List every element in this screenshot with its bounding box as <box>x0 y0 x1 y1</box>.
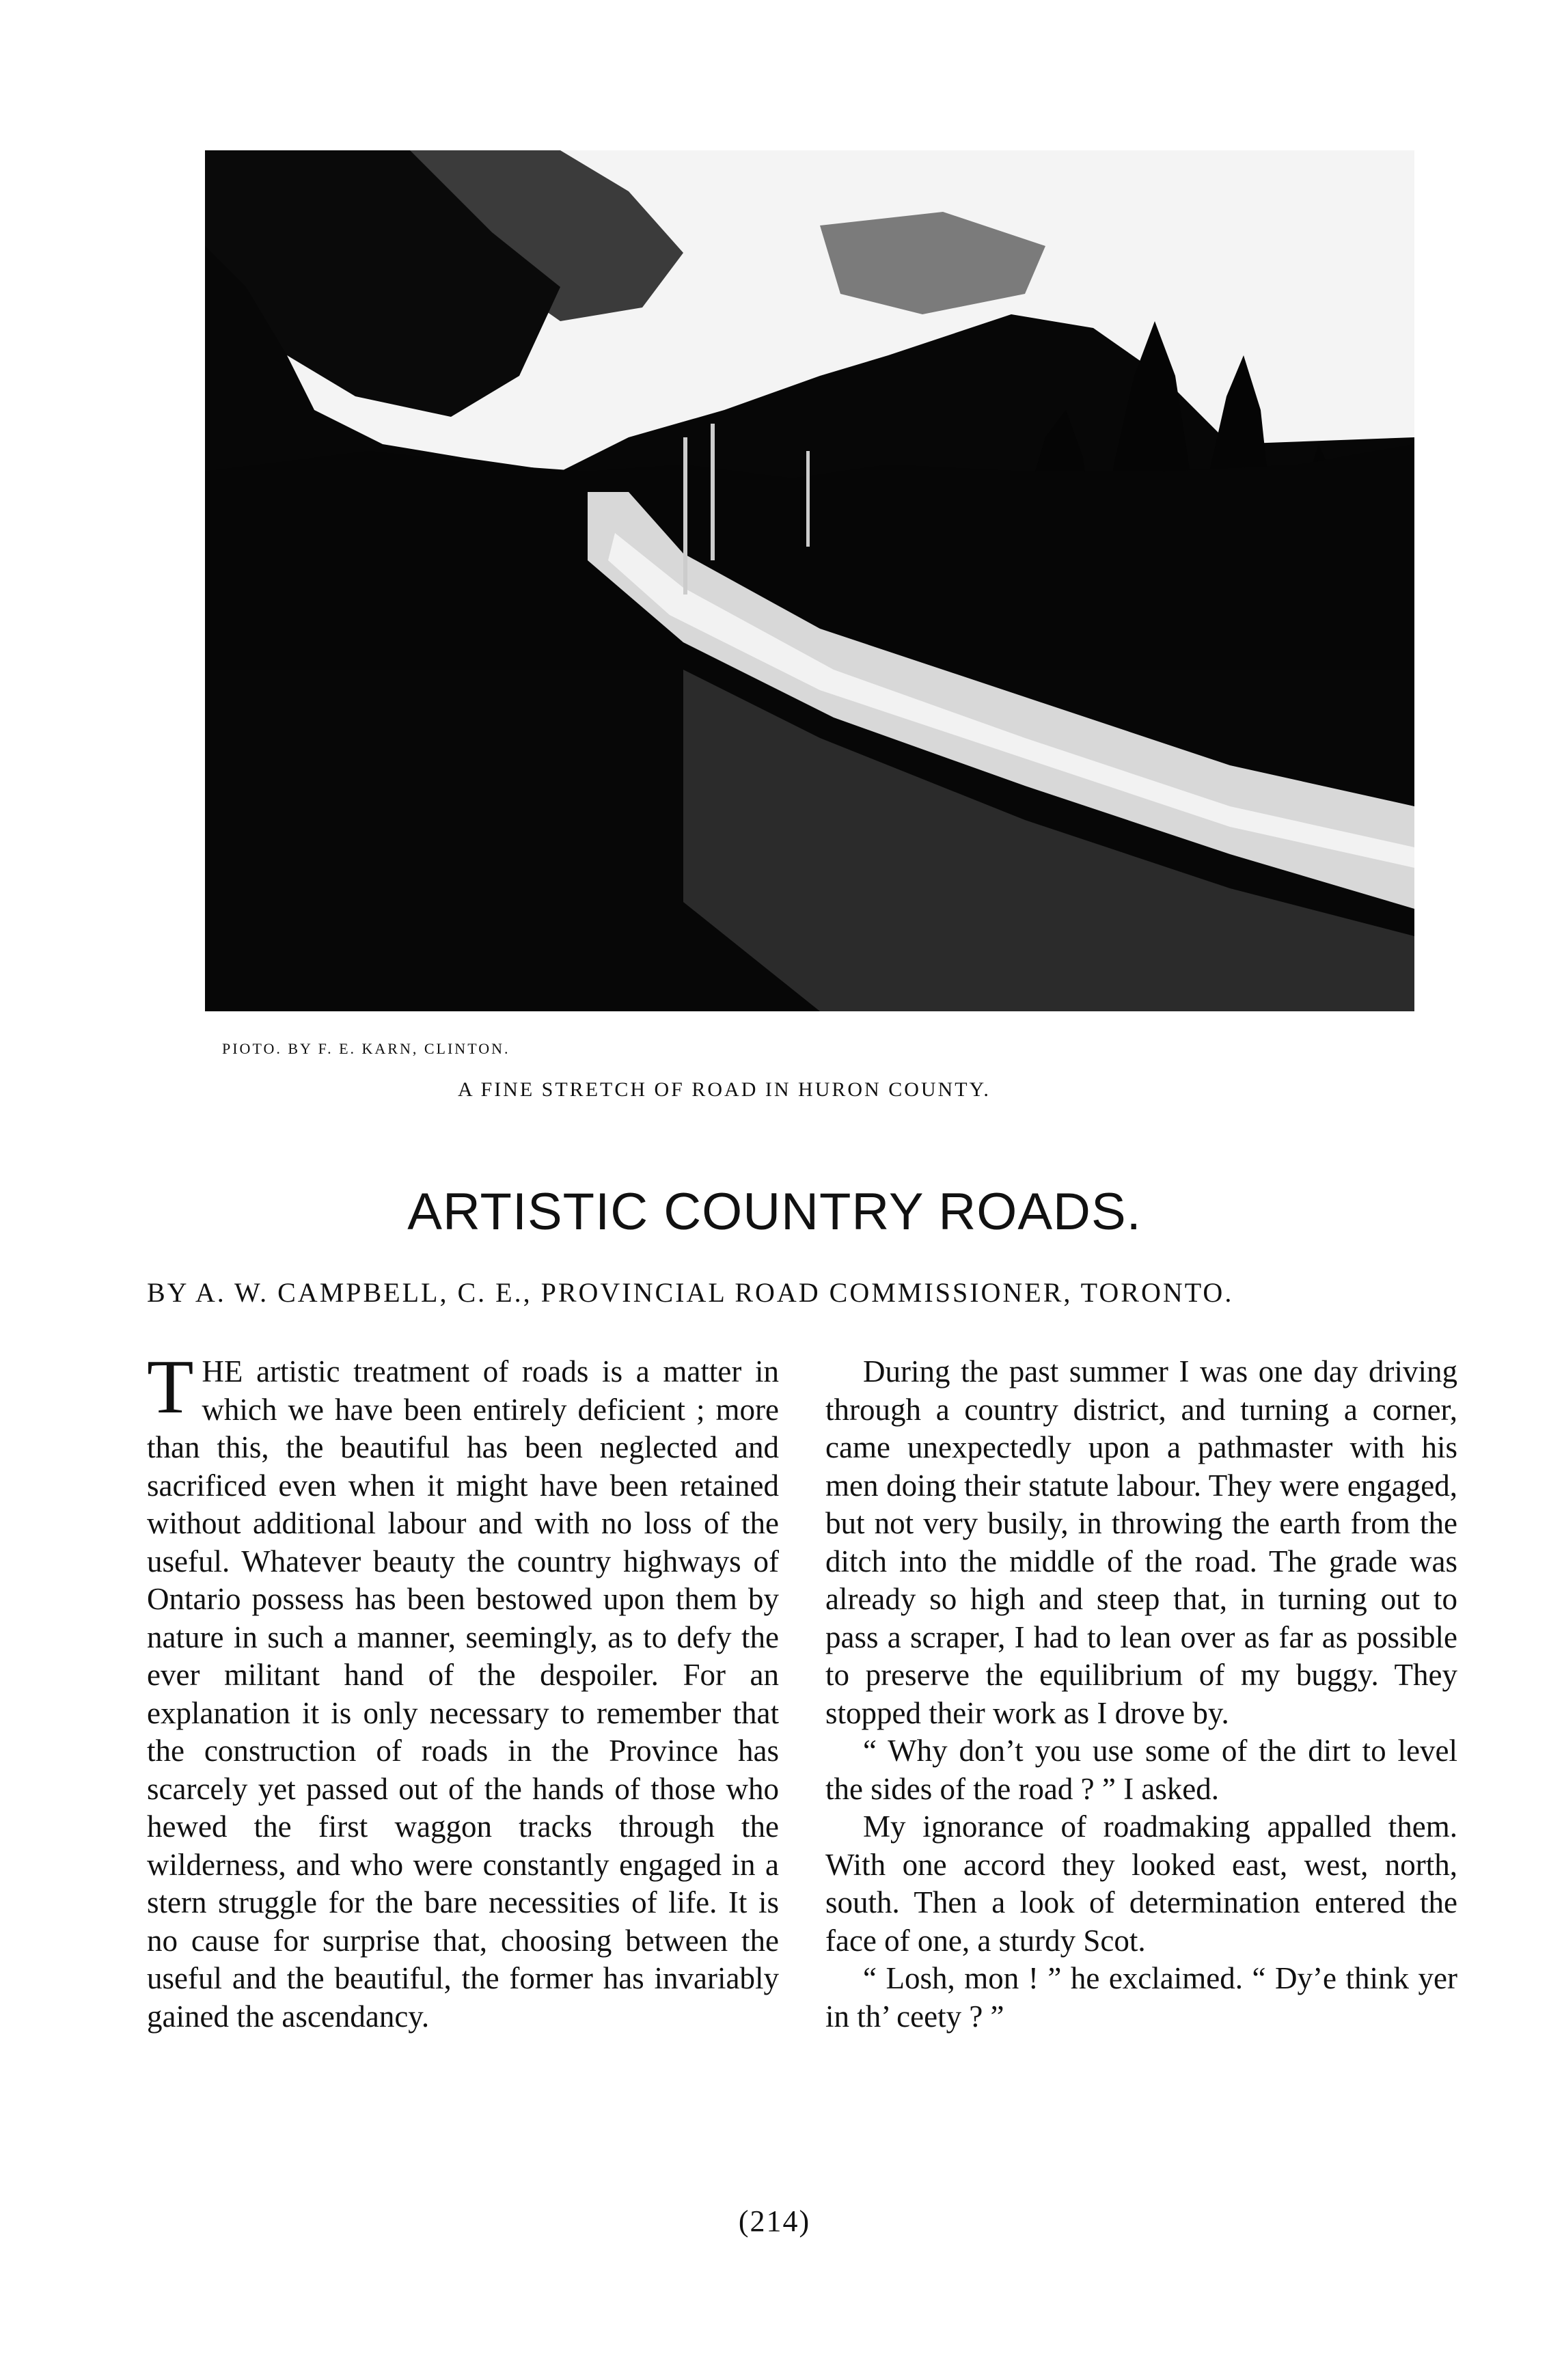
right-column <box>825 1353 1457 2036</box>
article-title: ARTISTIC COUNTRY ROADS. <box>407 1183 1142 1241</box>
paragraph: My ignorance of roadmaking appalled them. With one accord they looked east, west, north, south. Then a look of determination entered the face of one, a sturdy Scot. <box>825 1809 1457 1958</box>
photo-credit: PIOTO. BY F. E. KARN, CLINTON. <box>222 1040 510 1057</box>
paragraph: “ Losh, mon ! ” he exclaimed. “ Dy’e think yer in th’ ceety ? ” <box>825 1961 1457 2034</box>
paragraph: HE artistic treatment of roads is a matter in which we have been entirely deficient ; more than this, the beautiful has been neglected and sacrificed even when it might have been retained without additional labour and with no loss of the useful. Whatever beauty the country highways of Ontario possess has been bestowed upon them by nature in such a manner, seemingly, as to defy the ever militant hand of the despoiler. For an explanation it is only necessary to remember that the construction of roads in the Province has scarcely yet passed out of the hands of those who hewed the first waggon tracks through the wilderness, and who were constantly engaged in a stern struggle for the bare necessities of life. It is no cause for surprise that, choosing between the useful and the beautiful, the former has invariably gained the ascendancy. <box>147 1354 779 2034</box>
article-byline: BY A. W. CAMPBELL, C. E., PROVINCIAL ROAD COMMISSIONER, TORONTO. <box>147 1277 1234 1308</box>
paragraph: “ Why don’t you use some of the dirt to level the sides of the road ? ” I asked. <box>825 1734 1457 1806</box>
page-number: (214) <box>738 2204 811 2238</box>
paragraph: During the past summer I was one day driving through a country district, and turning a corner, came unexpectedly upon a pathmaster with his men doing their statute labour. They were engaged, but not very busily, in throwing the earth from the ditch into the middle of the road. The grade was already so high and steep that, in turning out to pass a scraper, I had to lean over as far as possible to preserve the equilibrium of my buggy. They stopped their work as I drove by. <box>825 1354 1457 1730</box>
photo-caption: A FINE STRETCH OF ROAD IN HURON COUNTY. <box>458 1078 991 1101</box>
road-photograph <box>205 150 1414 1011</box>
left-column <box>147 1345 779 2036</box>
drop-cap: T <box>147 1345 194 1430</box>
road-photograph-image <box>205 150 1414 1011</box>
